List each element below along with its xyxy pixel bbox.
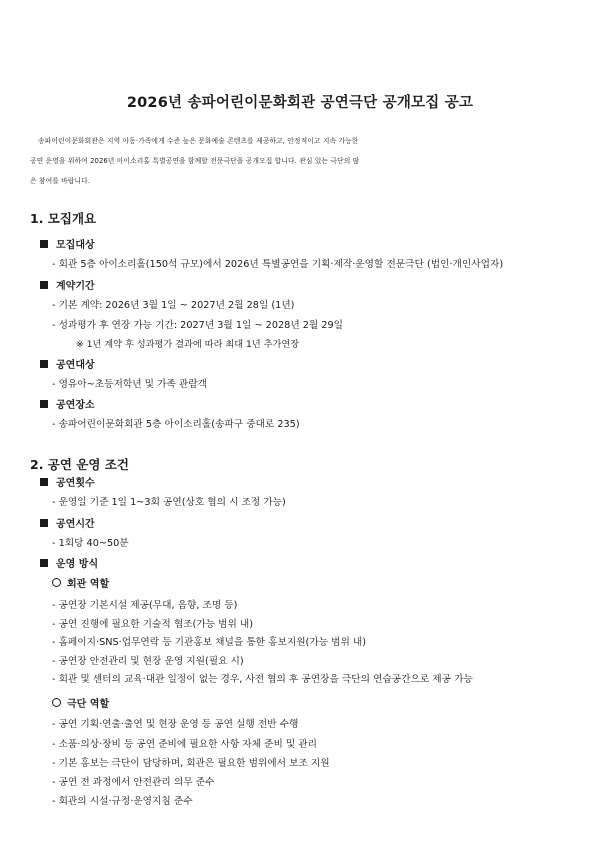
list-item: - 공연장 안전관리 및 현장 운영 지원(필요 시) (52, 656, 244, 667)
square-bullet-icon (40, 240, 48, 248)
list-item: - 공연 전 과정에서 안전관리 의무 준수 (52, 777, 215, 788)
square-bullet-icon (40, 281, 48, 289)
list-item: - 소품·의상·장비 등 공연 준비에 필요한 사항 자체 준비 및 관리 (52, 739, 318, 750)
list-item: - 성과평가 후 연장 가능 기간: 2027년 3월 1일 ~ 2028년 2월 29일 (52, 320, 344, 331)
list-item: - 운영일 기준 1일 1~3회 공연(상호 협의 시 조정 가능) (52, 497, 286, 508)
list-item: - 홈페이지·SNS·업무연락 등 기관홍보 채널을 통한 홍보지원(가능 범위 내) (52, 637, 367, 648)
list-item: - 회관 5층 아이소리홀(150석 규모)에서 2026년 특별공연을 기획·제작·운영할 전문극단 (법인·개인사업자) (52, 259, 504, 270)
square-bullet-icon (40, 559, 48, 567)
square-bullet-icon (40, 519, 48, 527)
subheading-hall-role: 회관 역할 (52, 575, 109, 590)
section-heading-operation: 2. 공연 운영 조건 (30, 457, 129, 472)
square-bullet-icon (40, 400, 48, 408)
list-item: - 회관 및 센터의 교육·대관 일정이 없는 경우, 사전 협의 후 공연장을 극단의 연습공간으로 제공 가능 (52, 674, 473, 685)
list-item: - 회관의 시설·규정·운영지침 준수 (52, 796, 193, 807)
intro-line: 은 참여를 바랍니다. (30, 177, 91, 185)
subheading-contract-period: 계약기간 (40, 277, 95, 292)
list-item: - 공연 기획·연출·출연 및 현장 운영 등 공연 실행 전반 수행 (52, 719, 299, 730)
circle-bullet-icon (52, 698, 61, 707)
list-item: - 송파어린이문화회관 5층 아이소리홀(송파구 중대로 235) (52, 419, 300, 430)
section-heading-recruitment: 1. 모집개요 (30, 211, 97, 226)
list-item: - 공연 진행에 필요한 기술적 협조(가능 범위 내) (52, 619, 254, 630)
subheading-show-duration: 공연시간 (40, 515, 95, 530)
list-item: - 기본 계약: 2026년 3월 1일 ~ 2027년 2월 28일 (1년) (52, 300, 295, 311)
subheading-target: 모집대상 (40, 236, 95, 251)
subheading-troupe-role: 극단 역할 (52, 695, 109, 710)
square-bullet-icon (40, 478, 48, 486)
square-bullet-icon (40, 360, 48, 368)
subheading-venue: 공연장소 (40, 396, 95, 411)
intro-line: 송파어린이문화회관은 지역 아동·가족에게 수준 높은 문화예술 콘텐츠를 제공하고, 안정적이고 지속 가능한 (38, 137, 359, 145)
document-title: 2026년 송파어린이문화회관 공연극단 공개모집 공고 (126, 95, 474, 111)
subheading-audience: 공연대상 (40, 356, 95, 371)
intro-paragraph (30, 131, 575, 191)
circle-bullet-icon (52, 578, 61, 587)
subheading-show-count: 공연횟수 (40, 474, 95, 489)
list-item: - 영유아~초등저학년 및 가족 관람객 (52, 379, 207, 390)
subheading-operation-method: 운영 방식 (40, 555, 98, 570)
list-item: - 기본 홍보는 극단이 담당하며, 회관은 필요한 범위에서 보조 지원 (52, 758, 330, 769)
list-item: - 1회당 40~50분 (52, 538, 129, 549)
list-item: - 공연장 기본시설 제공(무대, 음향, 조명 등) (52, 600, 238, 611)
contract-note: ※ 1년 계약 후 성과평가 결과에 따라 최대 1년 추가연장 (76, 339, 300, 350)
intro-line: 공연 운영을 위하여 2026년 아이소리홀 특별공연을 함께할 전문극단을 공개모집 합니다. 관심 있는 극단의 많 (30, 157, 360, 165)
